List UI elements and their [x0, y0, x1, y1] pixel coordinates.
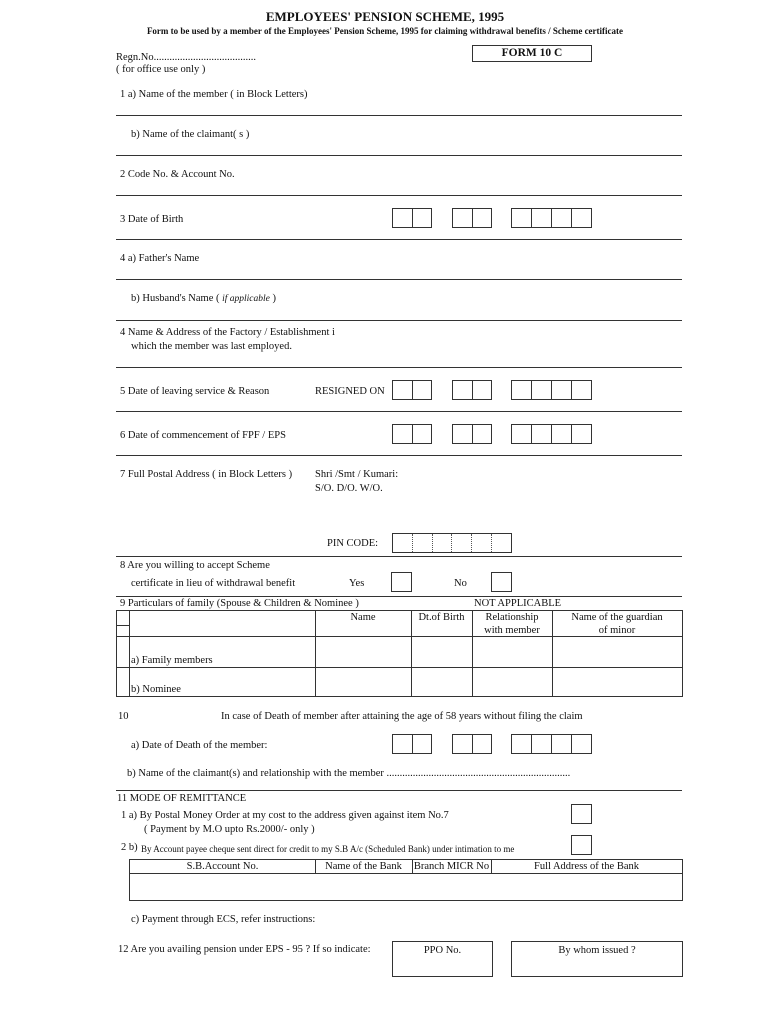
col-header-bank-name: Name of the Bank — [325, 861, 402, 872]
item-4b-text: b) Husband's Name ( — [131, 293, 220, 304]
commencement-year-input[interactable] — [511, 424, 592, 444]
commencement-month-input[interactable] — [452, 424, 492, 444]
section-10-number: 10 — [118, 711, 129, 722]
row-label-nominee: b) Nominee — [131, 684, 181, 695]
divider — [116, 596, 682, 597]
dob-day-input[interactable] — [392, 208, 432, 228]
leaving-day-input[interactable] — [392, 380, 432, 400]
office-use-label: ( for office use only ) — [116, 64, 206, 75]
divider — [116, 790, 682, 791]
item-7-label: 7 Full Postal Address ( in Block Letters ) — [120, 469, 293, 480]
item-1a-label: 1 a) Name of the member ( in Block Letters) — [120, 89, 308, 100]
col-header-bank-address: Full Address of the Bank — [534, 861, 639, 872]
form-number-box — [472, 45, 592, 62]
section-11-b-number: 2 b) — [121, 842, 138, 853]
table-col-line — [129, 611, 130, 696]
item-5-reason: RESIGNED ON — [315, 386, 385, 397]
pin-code-label: PIN CODE: — [327, 538, 379, 549]
bank-table — [129, 859, 683, 901]
divider — [116, 115, 682, 116]
item-3-label: 3 Date of Birth — [120, 214, 184, 225]
no-checkbox[interactable] — [491, 572, 512, 592]
pin-code-input[interactable] — [392, 533, 512, 553]
death-day-input[interactable] — [392, 734, 432, 754]
divider — [116, 367, 682, 368]
table-row-line — [130, 873, 682, 874]
section-11-title: 11 MODE OF REMITTANCE — [117, 793, 247, 804]
section-10-text: In case of Death of member after attaining the age of 58 years without filing the claim — [221, 711, 583, 722]
dob-month-input[interactable] — [452, 208, 492, 228]
section-11-a2: ( Payment by M.O upto Rs.2000/- only ) — [144, 824, 315, 835]
table-row-line — [117, 625, 129, 626]
col-header-relationship-2: with member — [484, 625, 540, 636]
commencement-day-input[interactable] — [392, 424, 432, 444]
item-4-establishment-line2: which the member was last employed. — [131, 341, 292, 352]
dob-year-input[interactable] — [511, 208, 592, 228]
divider — [116, 239, 682, 240]
issued-by-label: By whom issued ? — [558, 945, 636, 956]
death-year-input[interactable] — [511, 734, 592, 754]
family-table — [116, 610, 683, 697]
col-header-sb-account: S.B.Account No. — [186, 861, 259, 872]
col-header-relationship: Relationship — [485, 612, 539, 623]
section-11-a1: 1 a) By Postal Money Order at my cost to the address given against item No.7 — [121, 810, 449, 821]
col-header-dob: Dt.of Birth — [418, 612, 465, 623]
item-2-label: 2 Code No. & Account No. — [120, 169, 235, 180]
divider — [116, 279, 682, 280]
item-4a-label: 4 a) Father's Name — [120, 253, 200, 264]
section-10b-label: b) Name of the claimant(s) and relationship with the member ...................................................................... — [127, 768, 571, 779]
yes-label: Yes — [349, 578, 365, 589]
issued-by-box[interactable] — [511, 941, 683, 977]
divider — [116, 195, 682, 196]
col-header-name: Name — [350, 612, 376, 623]
table-row-line — [117, 667, 682, 668]
section-12-text: 12 Are you availing pension under EPS - 95 ? If so indicate: — [118, 944, 371, 955]
not-applicable: NOT APPLICABLE — [474, 598, 562, 609]
divider — [116, 411, 682, 412]
form-title: EMPLOYEES' PENSION SCHEME, 1995 — [265, 9, 505, 24]
divider — [116, 455, 682, 456]
divider — [116, 320, 682, 321]
row-label-family: a) Family members — [131, 655, 213, 666]
item-5-label: 5 Date of leaving service & Reason — [120, 386, 270, 397]
item-4-establishment-line1: 4 Name & Address of the Factory / Establishment i — [120, 327, 335, 338]
divider — [116, 556, 682, 557]
divider — [116, 155, 682, 156]
form-number: FORM 10 C — [501, 47, 563, 59]
item-1b-label: b) Name of the claimant( s ) — [131, 129, 250, 140]
item-4b-label — [131, 293, 276, 305]
no-label: No — [454, 578, 467, 589]
section-10a-label: a) Date of Death of the member: — [131, 740, 268, 751]
death-month-input[interactable] — [452, 734, 492, 754]
ppo-number-box[interactable] — [392, 941, 493, 977]
item-7-salutation: Shri /Smt / Kumari: — [315, 469, 399, 480]
col-header-guardian-2: of minor — [598, 625, 636, 636]
item-8-line1: 8 Are you willing to accept Scheme — [120, 560, 270, 571]
col-header-micr: Branch MICR No — [413, 861, 490, 872]
postal-money-order-checkbox[interactable] — [571, 804, 592, 824]
leaving-month-input[interactable] — [452, 380, 492, 400]
leaving-year-input[interactable] — [511, 380, 592, 400]
item-6-label: 6 Date of commencement of FPF / EPS — [120, 430, 286, 441]
section-11-c: c) Payment through ECS, refer instructions: — [131, 914, 316, 925]
item-7-relation: S/O. D/O. W/O. — [315, 483, 383, 494]
item-4b-italic: if applicable — [222, 294, 270, 304]
form-subtitle: Form to be used by a member of the Employees' Pension Scheme, 1995 for claiming withdrawal benefits / Scheme certificate — [146, 26, 624, 36]
account-cheque-checkbox[interactable] — [571, 835, 592, 855]
section-11-b-text: By Account payee cheque sent direct for credit to my S.B A/c (Scheduled Bank) under intimation to me — [141, 844, 515, 854]
item-8-line2: certificate in lieu of withdrawal benefit — [131, 578, 296, 589]
ppo-number-label: PPO No. — [423, 945, 462, 956]
yes-checkbox[interactable] — [391, 572, 412, 592]
regn-no-label: Regn.No....................................... — [116, 52, 256, 63]
item-4b-close: ) — [272, 293, 277, 304]
col-header-guardian: Name of the guardian — [571, 612, 663, 623]
item-9-label: 9 Particulars of family (Spouse & Children & Nominee ) — [120, 598, 359, 609]
